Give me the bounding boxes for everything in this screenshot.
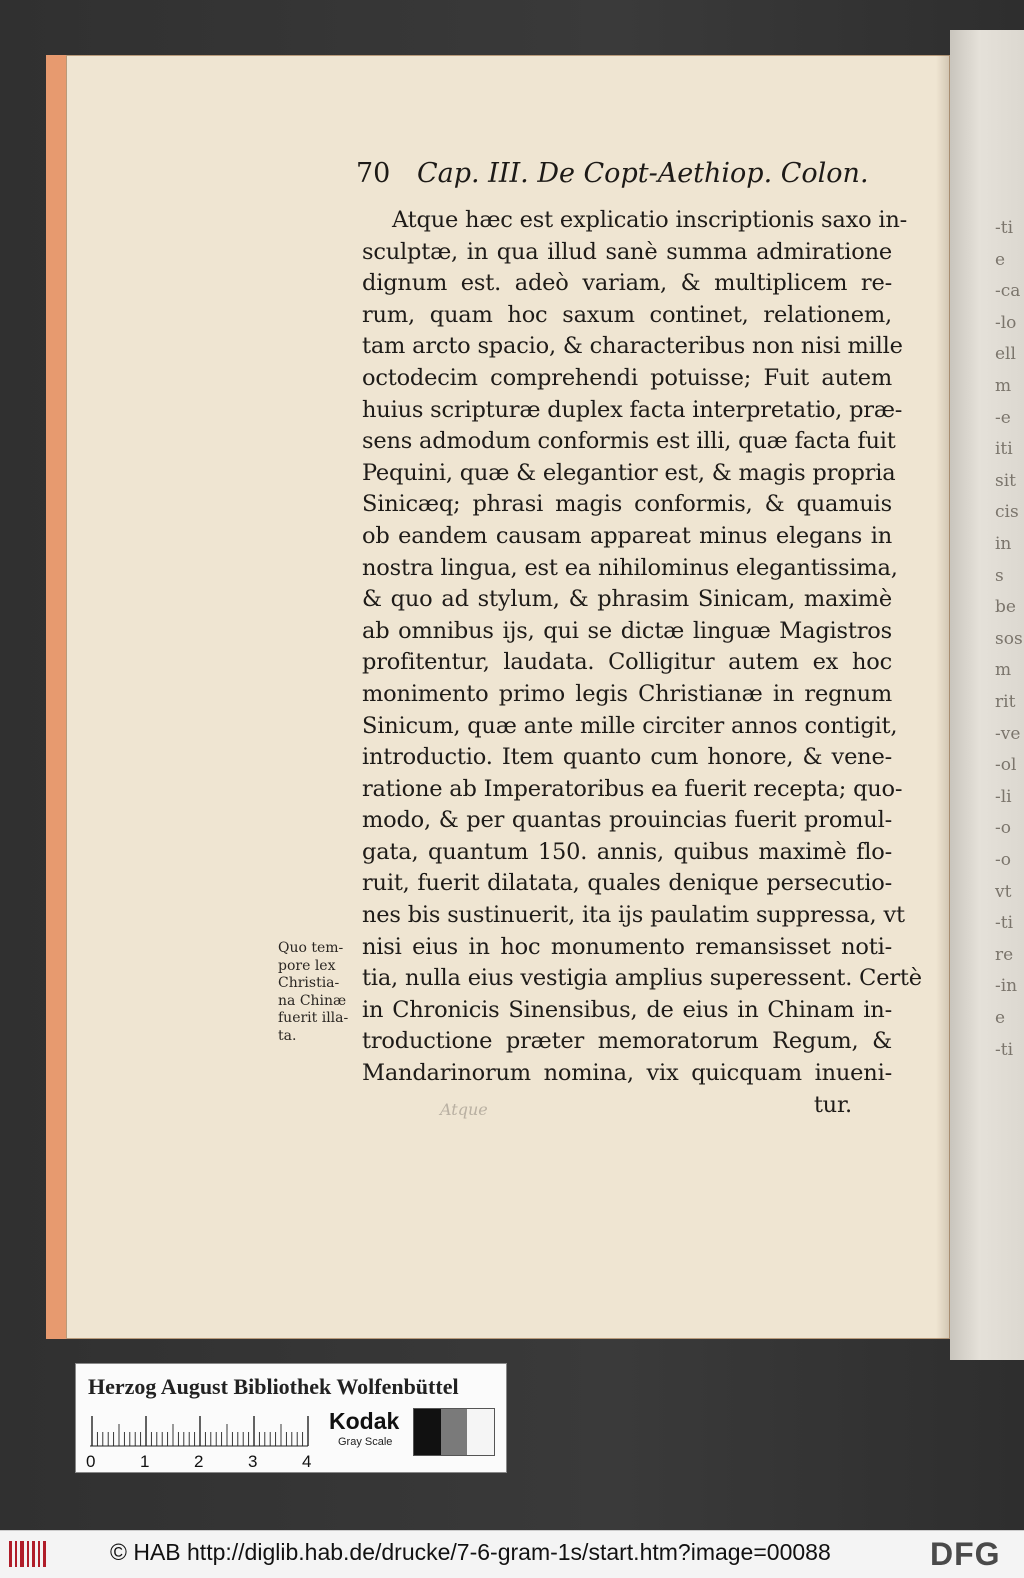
margin-note-line: pore lex	[278, 957, 336, 974]
text-line: introductio. Item quanto cum honore, & vene-	[362, 744, 892, 771]
ghost-fragment: vt	[995, 881, 1012, 902]
margin-note-line: na Chinæ	[278, 992, 347, 1009]
margin-note-line: fuerit illa-	[278, 1010, 349, 1026]
ghost-fragment: re	[995, 944, 1014, 965]
text-line: gata, quantum 150. annis, quibus maximè flo-	[362, 838, 892, 865]
barcode-icon	[8, 1539, 48, 1569]
ghost-fragment: e	[995, 249, 1006, 270]
margin-note-line: Christia-	[278, 975, 340, 991]
ghost-fragment: -ol	[995, 755, 1017, 776]
margin-note	[278, 940, 358, 1045]
text-line: tam arcto spacio, & characteribus non nisi mille	[362, 333, 903, 360]
ghost-fragment: -ve	[995, 723, 1021, 744]
ghost-fragment: e	[995, 1008, 1006, 1028]
text-line: monimento primo legis Christianæ in regnum	[362, 680, 892, 707]
chapter-title: Cap. III. De Copt-Aethiop. Colon.	[416, 158, 869, 189]
ghost-fragment: -ti	[995, 913, 1014, 934]
text-line: Sinicæq; phrasi magis conformis, & quamuis	[362, 491, 892, 518]
text-line: profitentur, laudata. Colligitur autem ex hoc	[362, 649, 892, 676]
text-line: tia, nulla eius vestigia amplius superessent. Certè	[362, 965, 922, 992]
ghost-fragment: iti	[995, 439, 1013, 460]
margin-note-line: Quo tem-	[278, 940, 344, 956]
text-line: in Chronicis Sinensibus, de eius in Chinam in-	[362, 996, 892, 1023]
catchword: Atque	[440, 1100, 488, 1119]
ghost-fragment: m	[995, 376, 1012, 396]
gray-swatch	[441, 1409, 468, 1455]
text-line: sens admodum conformis est illi, quæ facta fuit	[362, 428, 896, 455]
gray-swatch	[414, 1409, 441, 1455]
ghost-fragment: m	[995, 660, 1012, 681]
text-line: rum, quam hoc saxum continet, relationem,	[362, 301, 892, 328]
footer-bar	[0, 1530, 1024, 1578]
text-line: & quo ad stylum, & phrasim Sinicam, maximè	[362, 586, 892, 613]
text-line: Sinicum, quæ ante mille circiter annos contigit,	[362, 712, 898, 739]
kodak-logo: Kodak	[329, 1408, 400, 1434]
dfg-logo: DFG	[930, 1536, 1001, 1572]
ghost-fragment: -o	[995, 818, 1011, 839]
ghost-fragment: s	[995, 565, 1004, 586]
text-line: ratione ab Imperatoribus ea fuerit recepta; quo-	[362, 775, 903, 802]
text-line: ruit, fuerit dilatata, quales denique persecutio-	[362, 870, 892, 897]
text-line: ab omnibus ijs, qui se dictæ linguæ Magistros	[362, 617, 892, 644]
text-line: nisi eius in hoc monumento remansisset noti-	[362, 933, 892, 960]
ghost-fragment: -ca	[995, 281, 1021, 302]
text-line: dignum est. adeò variam, & multiplicem re-	[362, 270, 892, 297]
text-line: tur.	[813, 1091, 852, 1118]
ghost-fragment: -li	[995, 786, 1012, 807]
body-text	[362, 205, 922, 1121]
text-line: troductione præter memoratorum Regum, &	[362, 1028, 892, 1055]
ghost-fragment: ell	[995, 344, 1016, 365]
ruler-scale	[90, 1414, 310, 1448]
ghost-fragment: -e	[995, 407, 1011, 428]
scale-number: 1	[140, 1452, 150, 1471]
text-line: Pequini, quæ & elegantior est, & magis propria	[362, 459, 896, 486]
text-line: ob eandem causam appareat minus elegans in	[362, 522, 892, 549]
scale-number: 0	[86, 1452, 96, 1471]
ghost-fragment: cis	[995, 502, 1019, 523]
text-line: Mandarinorum nomina, vix quicquam inueni-	[362, 1060, 892, 1087]
gray-scale-label: Gray Scale	[338, 1436, 393, 1448]
color-calibration-bar	[75, 1363, 507, 1473]
ghost-fragment: be	[995, 597, 1016, 618]
ghost-fragment: -lo	[995, 312, 1017, 333]
text-line: nostra lingua, est ea nihilominus elegantissima,	[362, 554, 898, 581]
running-head	[356, 158, 876, 189]
ghost-fragment: -ti	[995, 218, 1014, 238]
text-line: octodecim comprehendi potuisse; Fuit autem	[362, 364, 892, 391]
library-name: Herzog August Bibliothek Wolfenbüttel	[88, 1374, 459, 1399]
copyright-url[interactable]: © HAB http://diglib.hab.de/drucke/7-6-gram-1s/start.htm?image=00088	[110, 1539, 831, 1565]
ghost-fragment: sos	[995, 628, 1023, 649]
ghost-fragment: rit	[995, 692, 1016, 712]
ghost-fragment: in	[995, 534, 1012, 554]
scale-number: 3	[248, 1452, 258, 1471]
margin-note-line: ta.	[278, 1027, 297, 1044]
text-line: sculptæ, in qua illud sanè summa admiratione	[362, 238, 892, 265]
scale-number: 2	[194, 1452, 204, 1471]
scale-number: 4	[302, 1452, 312, 1471]
text-line: nes bis sustinuerit, ita ijs paulatim suppressa, vt	[362, 902, 905, 929]
gray-swatches	[413, 1408, 495, 1456]
page-number: 70	[356, 158, 391, 189]
ghost-fragment: -in	[995, 976, 1018, 997]
gray-swatch	[467, 1409, 494, 1455]
text-line: Atque hæc est explicatio inscriptionis saxo in-	[392, 207, 908, 233]
text-line: huius scripturæ duplex facta interpretatio, præ-	[362, 396, 903, 423]
ghost-fragment: sit	[995, 470, 1016, 491]
text-line: modo, & per quantas prouincias fuerit promul-	[362, 807, 892, 834]
ghost-fragment: -o	[995, 850, 1011, 870]
ghost-fragment: -ti	[995, 1039, 1014, 1060]
